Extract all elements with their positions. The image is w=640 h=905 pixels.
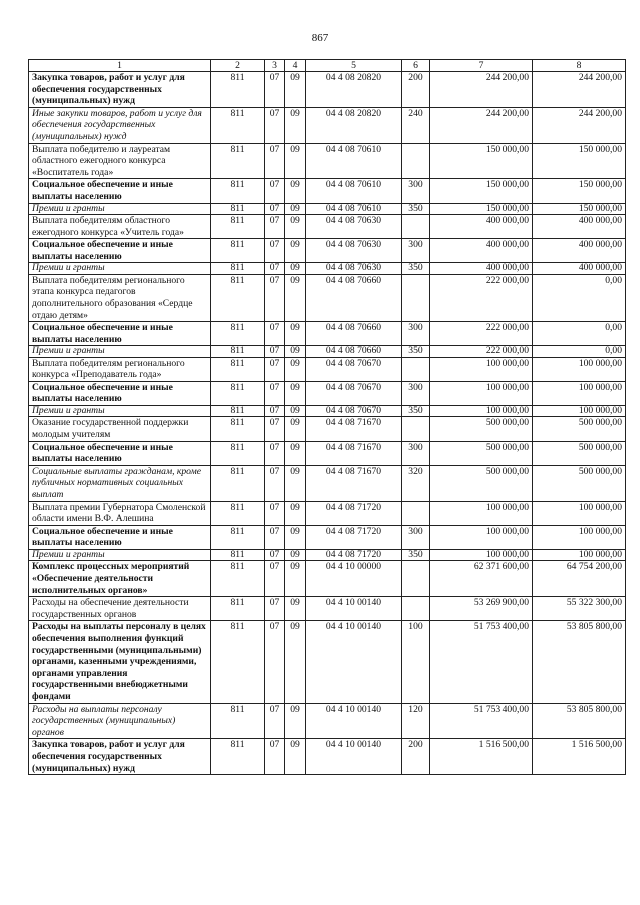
row-grbs: 811 [211, 357, 265, 381]
header-col-1: 1 [29, 60, 211, 72]
row-expense-type [402, 597, 430, 621]
table-row [29, 621, 626, 703]
row-target-article: 04 4 08 71720 [306, 501, 402, 525]
row-subsection: 09 [285, 274, 306, 321]
row-grbs: 811 [211, 597, 265, 621]
row-subsection: 09 [285, 357, 306, 381]
row-grbs: 811 [211, 441, 265, 465]
row-amount-year-2: 400 000,00 [533, 214, 626, 238]
row-subsection: 09 [285, 501, 306, 525]
row-subsection: 09 [285, 143, 306, 179]
row-subsection: 09 [285, 441, 306, 465]
row-target-article: 04 4 08 70660 [306, 322, 402, 346]
row-section: 07 [265, 465, 285, 501]
row-amount-year-2: 100 000,00 [533, 501, 626, 525]
row-subsection: 09 [285, 597, 306, 621]
row-grbs: 811 [211, 550, 265, 561]
row-amount-year-1: 51 753 400,00 [430, 621, 533, 703]
row-target-article: 04 4 08 70610 [306, 143, 402, 179]
row-target-article: 04 4 08 71720 [306, 550, 402, 561]
row-amount-year-2: 244 200,00 [533, 72, 626, 108]
table-row [29, 501, 626, 525]
row-amount-year-2: 150 000,00 [533, 143, 626, 179]
row-expense-type: 120 [402, 703, 430, 739]
row-amount-year-1: 62 371 600,00 [430, 561, 533, 597]
row-section: 07 [265, 406, 285, 417]
header-col-3: 3 [265, 60, 285, 72]
row-subsection: 09 [285, 621, 306, 703]
row-subsection: 09 [285, 739, 306, 775]
table-row [29, 322, 626, 346]
row-amount-year-2: 100 000,00 [533, 381, 626, 405]
row-target-article: 04 4 10 00140 [306, 597, 402, 621]
row-amount-year-2: 500 000,00 [533, 441, 626, 465]
row-expense-type: 320 [402, 465, 430, 501]
row-name: Социальное обеспечение и иные выплаты населению [29, 179, 211, 203]
row-expense-type: 300 [402, 381, 430, 405]
row-section: 07 [265, 561, 285, 597]
row-grbs: 811 [211, 417, 265, 441]
row-grbs: 811 [211, 72, 265, 108]
row-grbs: 811 [211, 143, 265, 179]
row-target-article: 04 4 08 71670 [306, 441, 402, 465]
row-expense-type: 300 [402, 525, 430, 549]
row-amount-year-1: 222 000,00 [430, 346, 533, 357]
row-subsection: 09 [285, 525, 306, 549]
row-amount-year-1: 100 000,00 [430, 550, 533, 561]
page-number: 867 [311, 32, 329, 44]
row-section: 07 [265, 525, 285, 549]
row-section: 07 [265, 143, 285, 179]
row-grbs: 811 [211, 274, 265, 321]
row-expense-type [402, 357, 430, 381]
table-row [29, 739, 626, 775]
row-name: Премии и гранты [29, 550, 211, 561]
row-grbs: 811 [211, 107, 265, 143]
header-col-5: 5 [306, 60, 402, 72]
row-amount-year-2: 0,00 [533, 346, 626, 357]
row-subsection: 09 [285, 322, 306, 346]
row-grbs: 811 [211, 239, 265, 263]
header-col-8: 8 [533, 60, 626, 72]
row-amount-year-2: 53 805 800,00 [533, 621, 626, 703]
row-target-article: 04 4 08 71720 [306, 525, 402, 549]
row-section: 07 [265, 263, 285, 274]
row-name: Выплата победителям регионального этапа конкурса педагогов дополнительного образования «Сердце отдаю детям» [29, 274, 211, 321]
row-section: 07 [265, 739, 285, 775]
row-amount-year-1: 500 000,00 [430, 417, 533, 441]
table-row [29, 203, 626, 214]
table-row [29, 72, 626, 108]
row-amount-year-1: 100 000,00 [430, 357, 533, 381]
row-target-article: 04 4 08 70630 [306, 263, 402, 274]
row-section: 07 [265, 107, 285, 143]
row-section: 07 [265, 703, 285, 739]
row-expense-type: 200 [402, 72, 430, 108]
row-grbs: 811 [211, 406, 265, 417]
row-expense-type: 350 [402, 263, 430, 274]
row-expense-type: 200 [402, 739, 430, 775]
row-name: Социальное обеспечение и иные выплаты населению [29, 239, 211, 263]
row-target-article: 04 4 10 00140 [306, 621, 402, 703]
row-grbs: 811 [211, 381, 265, 405]
row-expense-type: 350 [402, 550, 430, 561]
row-amount-year-1: 500 000,00 [430, 465, 533, 501]
row-amount-year-1: 53 269 900,00 [430, 597, 533, 621]
row-target-article: 04 4 08 71670 [306, 465, 402, 501]
row-amount-year-1: 1 516 500,00 [430, 739, 533, 775]
row-grbs: 811 [211, 346, 265, 357]
row-target-article: 04 4 08 70670 [306, 381, 402, 405]
row-section: 07 [265, 239, 285, 263]
budget-table [28, 59, 626, 775]
table-row [29, 107, 626, 143]
table-body [29, 72, 626, 775]
row-name: Социальное обеспечение и иные выплаты населению [29, 322, 211, 346]
table-row [29, 214, 626, 238]
row-grbs: 811 [211, 465, 265, 501]
table-row [29, 263, 626, 274]
row-section: 07 [265, 381, 285, 405]
row-amount-year-2: 150 000,00 [533, 203, 626, 214]
row-amount-year-2: 100 000,00 [533, 406, 626, 417]
row-subsection: 09 [285, 179, 306, 203]
row-name: Расходы на выплаты персоналу государственных (муниципальных) органов [29, 703, 211, 739]
row-amount-year-1: 150 000,00 [430, 203, 533, 214]
row-name: Социальное обеспечение и иные выплаты населению [29, 441, 211, 465]
table-row [29, 179, 626, 203]
table-row [29, 406, 626, 417]
row-name: Премии и гранты [29, 203, 211, 214]
row-expense-type: 300 [402, 179, 430, 203]
row-expense-type [402, 561, 430, 597]
row-subsection: 09 [285, 263, 306, 274]
row-expense-type: 300 [402, 322, 430, 346]
row-amount-year-1: 100 000,00 [430, 501, 533, 525]
row-amount-year-1: 150 000,00 [430, 179, 533, 203]
row-section: 07 [265, 179, 285, 203]
row-section: 07 [265, 550, 285, 561]
row-section: 07 [265, 417, 285, 441]
table-row [29, 465, 626, 501]
row-name: Закупка товаров, работ и услуг для обеспечения государственных (муниципальных) нужд [29, 739, 211, 775]
row-grbs: 811 [211, 322, 265, 346]
table-row [29, 597, 626, 621]
row-name: Закупка товаров, работ и услуг для обеспечения государственных (муниципальных) нужд [29, 72, 211, 108]
table-row [29, 561, 626, 597]
row-subsection: 09 [285, 239, 306, 263]
row-subsection: 09 [285, 465, 306, 501]
row-amount-year-2: 400 000,00 [533, 239, 626, 263]
row-expense-type: 300 [402, 239, 430, 263]
row-section: 07 [265, 357, 285, 381]
row-subsection: 09 [285, 72, 306, 108]
row-subsection: 09 [285, 417, 306, 441]
row-name: Выплата победителям регионального конкурса «Преподаватель года» [29, 357, 211, 381]
row-expense-type [402, 143, 430, 179]
row-name: Выплата победителю и лауреатам областного ежегодного конкурса «Воспитатель года» [29, 143, 211, 179]
row-amount-year-2: 100 000,00 [533, 550, 626, 561]
row-target-article: 04 4 08 70670 [306, 406, 402, 417]
row-expense-type [402, 214, 430, 238]
row-subsection: 09 [285, 214, 306, 238]
row-grbs: 811 [211, 621, 265, 703]
row-name: Расходы на обеспечение деятельности государственных органов [29, 597, 211, 621]
row-amount-year-1: 400 000,00 [430, 239, 533, 263]
row-subsection: 09 [285, 406, 306, 417]
row-grbs: 811 [211, 739, 265, 775]
row-grbs: 811 [211, 214, 265, 238]
row-amount-year-2: 55 322 300,00 [533, 597, 626, 621]
row-amount-year-2: 150 000,00 [533, 179, 626, 203]
table-row [29, 274, 626, 321]
row-amount-year-1: 244 200,00 [430, 107, 533, 143]
row-section: 07 [265, 597, 285, 621]
row-subsection: 09 [285, 107, 306, 143]
row-name: Комплекс процессных мероприятий «Обеспечение деятельности исполнительных органов» [29, 561, 211, 597]
row-amount-year-2: 64 754 200,00 [533, 561, 626, 597]
row-expense-type: 350 [402, 203, 430, 214]
row-amount-year-2: 1 516 500,00 [533, 739, 626, 775]
row-name: Премии и гранты [29, 346, 211, 357]
row-target-article: 04 4 08 20820 [306, 107, 402, 143]
table-row [29, 239, 626, 263]
row-subsection: 09 [285, 346, 306, 357]
row-amount-year-1: 100 000,00 [430, 525, 533, 549]
row-subsection: 09 [285, 703, 306, 739]
row-name: Оказание государственной поддержки молодым учителям [29, 417, 211, 441]
row-name: Расходы на выплаты персоналу в целях обеспечения выполнения функций государственными (муниципальными) органами, казенными учреждениями, органами управления государственными внебюджетными фондами [29, 621, 211, 703]
row-grbs: 811 [211, 263, 265, 274]
row-grbs: 811 [211, 501, 265, 525]
row-amount-year-2: 100 000,00 [533, 525, 626, 549]
row-target-article: 04 4 08 70630 [306, 214, 402, 238]
header-col-4: 4 [285, 60, 306, 72]
row-section: 07 [265, 72, 285, 108]
row-section: 07 [265, 621, 285, 703]
row-expense-type: 240 [402, 107, 430, 143]
row-amount-year-2: 244 200,00 [533, 107, 626, 143]
row-expense-type: 350 [402, 406, 430, 417]
row-target-article: 04 4 08 70630 [306, 239, 402, 263]
row-grbs: 811 [211, 179, 265, 203]
row-expense-type [402, 274, 430, 321]
table-row [29, 525, 626, 549]
header-col-2: 2 [211, 60, 265, 72]
row-amount-year-1: 222 000,00 [430, 322, 533, 346]
table-row [29, 381, 626, 405]
row-target-article: 04 4 08 70610 [306, 179, 402, 203]
row-amount-year-1: 51 753 400,00 [430, 703, 533, 739]
row-section: 07 [265, 203, 285, 214]
row-target-article: 04 4 08 70670 [306, 357, 402, 381]
row-section: 07 [265, 346, 285, 357]
table-row [29, 143, 626, 179]
row-amount-year-2: 0,00 [533, 322, 626, 346]
row-name: Социальные выплаты гражданам, кроме публичных нормативных социальных выплат [29, 465, 211, 501]
table-row [29, 441, 626, 465]
row-amount-year-2: 53 805 800,00 [533, 703, 626, 739]
row-amount-year-2: 400 000,00 [533, 263, 626, 274]
row-expense-type: 350 [402, 346, 430, 357]
table-row [29, 417, 626, 441]
row-amount-year-1: 500 000,00 [430, 441, 533, 465]
row-section: 07 [265, 274, 285, 321]
row-subsection: 09 [285, 381, 306, 405]
row-amount-year-1: 244 200,00 [430, 72, 533, 108]
row-grbs: 811 [211, 703, 265, 739]
row-amount-year-2: 500 000,00 [533, 417, 626, 441]
row-name: Иные закупки товаров, работ и услуг для обеспечения государственных (муниципальных) нужд [29, 107, 211, 143]
row-grbs: 811 [211, 525, 265, 549]
table-row [29, 357, 626, 381]
row-amount-year-1: 400 000,00 [430, 214, 533, 238]
row-amount-year-1: 150 000,00 [430, 143, 533, 179]
row-subsection: 09 [285, 561, 306, 597]
header-col-6: 6 [402, 60, 430, 72]
row-amount-year-1: 222 000,00 [430, 274, 533, 321]
row-expense-type [402, 417, 430, 441]
row-amount-year-1: 100 000,00 [430, 406, 533, 417]
row-expense-type [402, 501, 430, 525]
row-target-article: 04 4 10 00140 [306, 739, 402, 775]
row-target-article: 04 4 08 70660 [306, 346, 402, 357]
table-row [29, 550, 626, 561]
row-name: Выплата победителям областного ежегодного конкурса «Учитель года» [29, 214, 211, 238]
row-target-article: 04 4 10 00000 [306, 561, 402, 597]
row-name: Социальное обеспечение и иные выплаты населению [29, 525, 211, 549]
row-target-article: 04 4 08 70610 [306, 203, 402, 214]
row-name: Премии и гранты [29, 406, 211, 417]
row-target-article: 04 4 08 70660 [306, 274, 402, 321]
row-amount-year-1: 100 000,00 [430, 381, 533, 405]
row-amount-year-2: 0,00 [533, 274, 626, 321]
row-subsection: 09 [285, 203, 306, 214]
row-name: Выплата премии Губернатора Смоленской области имени В.Ф. Алешина [29, 501, 211, 525]
row-name: Премии и гранты [29, 263, 211, 274]
table-header-row [29, 60, 626, 72]
header-col-7: 7 [430, 60, 533, 72]
row-amount-year-1: 400 000,00 [430, 263, 533, 274]
table-row [29, 703, 626, 739]
row-expense-type: 100 [402, 621, 430, 703]
row-amount-year-2: 100 000,00 [533, 357, 626, 381]
row-target-article: 04 4 10 00140 [306, 703, 402, 739]
row-target-article: 04 4 08 20820 [306, 72, 402, 108]
row-name: Социальное обеспечение и иные выплаты населению [29, 381, 211, 405]
row-section: 07 [265, 501, 285, 525]
row-subsection: 09 [285, 550, 306, 561]
row-target-article: 04 4 08 71670 [306, 417, 402, 441]
row-section: 07 [265, 322, 285, 346]
table-row [29, 346, 626, 357]
row-expense-type: 300 [402, 441, 430, 465]
row-section: 07 [265, 441, 285, 465]
row-grbs: 811 [211, 561, 265, 597]
row-grbs: 811 [211, 203, 265, 214]
row-section: 07 [265, 214, 285, 238]
row-amount-year-2: 500 000,00 [533, 465, 626, 501]
